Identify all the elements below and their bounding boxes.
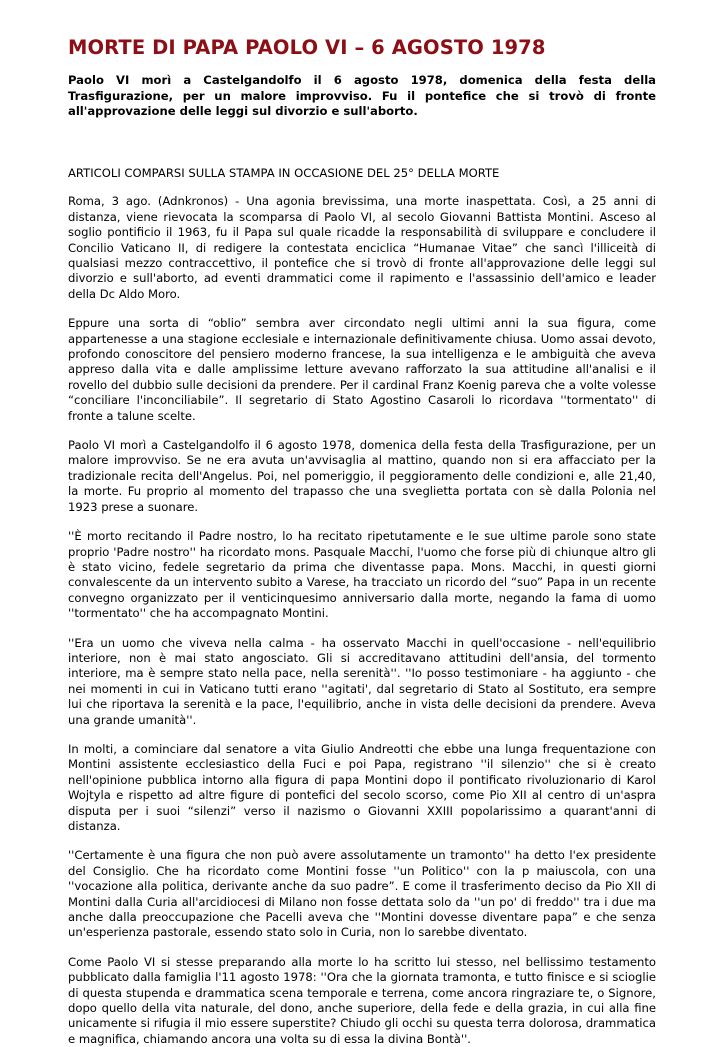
article-paragraph-4: ''È morto recitando il Padre nostro, lo ha recitato ripetutamente e le sue ultime parole sono state proprio 'Padre nostro'' ha ricordato mons. Pasquale Macchi, l'uomo che forse più di chiunque altro gli è stato vicino, fedele segretario da prima che diventasse papa. Mons. Macchi, in questi giorni convalescente da un intervento subito a Varese, ha tracciato un ricordo del “suo” Papa in un recente convegno organizzato per il venticinquesimo anniversario dalla morte, negando la fama di uomo ''tormentato'' che ha accompagnato Montini.: [68, 529, 656, 621]
article-paragraph-7: ''Certamente è una figura che non può avere assolutamente un tramonto'' ha detto l'ex presidente del Consiglio. Che ha ricordato come Montini fosse ''un Politico'' con la p maiuscola, con una ''vocazione alla politica, derivante anche da suo padre”. E come il trasferimento deciso da Pio XII di Montini dalla Curia all'arcidiocesi di Milano non fosse dettata solo da ''un po' di freddo'' tra i due ma anche dalla preoccupazione che Pacelli aveva che ''Montini dovesse diventare papa” e che senza un'esperienza pastorale, essendo stato solo in Curia, non lo sarebbe diventato.: [68, 848, 656, 940]
article-paragraph-8: Come Paolo VI si stesse preparando alla morte lo ha scritto lui stesso, nel bellissimo testamento pubblicato dalla famiglia l'11 agosto 1978: ''Ora che la giornata tramonta, e tutto finisce e si scioglie di questa stupenda e drammatica scena temporale e terrena, come ancora ringraziare te, o Signore, dopo quello della vita naturale, del dono, anche superiore, della fede e della grazia, in cui alla fine unicamente si rifugia il mio essere superstite? Chiudo gli occhi su questa terra dolorosa, drammatica e magnifica, chiamando ancora una volta su di essa la divina Bontà''.: [68, 954, 656, 1046]
document-page: [68, 36, 656, 1047]
section-subheading: ARTICOLI COMPARSI SULLA STAMPA IN OCCASIONE DEL 25° DELLA MORTE: [68, 165, 500, 180]
article-paragraph-3: Paolo VI morì a Castelgandolfo il 6 agosto 1978, domenica della festa della Trasfigurazione, per un malore improvviso. Se ne era avuta un'avvisaglia al mattino, quando non si era affacciato per la tradizionale recita dell'Angelus. Poi, nel pomeriggio, il peggioramento delle condizioni e, alle 21,40, la morte. Fu proprio al momento del trapasso che una sveglietta portata con sè dalla Polonia nel 1923 prese a suonare.: [68, 438, 656, 514]
article-paragraph-5: ''Era un uomo che viveva nella calma - ha osservato Macchi in quell'occasione - nell'equilibrio interiore, non è mai stato angosciato. Gli si accreditavano attitudini dell'ansia, del tormento interiore, ma è sempre stato nella pace, nella serenità''. ''Io posso testimoniare - ha aggiunto - che nei momenti in cui in Vaticano tutti erano ''agitati', dal segretario di Stato al Sostituto, era sempre lui che riportava la serenità e la pace, l'equilibrio, anche in vista delle decisioni da prendere. Aveva una grande umanità''.: [68, 635, 656, 727]
article-paragraph-6: In molti, a cominciare dal senatore a vita Giulio Andreotti che ebbe una lunga frequentazione con Montini assistente ecclesiastico della Fuci e poi Papa, registrano ''il silenzio'' che si è creato nell'opinione pubblica intorno alla figura di papa Montini dopo il pontificato rivoluzionario di Karol Wojtyla e rispetto ad altre figure di pontefici del secolo scorso, come Pio XII al centro di un'aspra disputa per i suoi “silenzi” verso il nazismo o Giovanni XXIII popolarissimo a quarant'anni di distanza.: [68, 741, 656, 833]
article-paragraph-2: Eppure una sorta di “oblio” sembra aver circondato negli ultimi anni la sua figura, come appartenesse a una stagione ecclesiale e internazionale definitivamente chiusa. Uomo assai devoto, profondo conoscitore del pensiero moderno francese, la sua intelligenza e le ambiguità che aveva appreso dalla vita e dalle amplissime letture avevano rafforzato la sua attitudine all'analisi e il rovello del dubbio sulle decisioni da prendere. Per il cardinal Franz Koenig pareva che a volte volesse “conciliare l'inconciliabile”. Il segretario di Stato Agostino Casaroli lo ricordava ''tormentato'' di fronte a talune scelte.: [68, 316, 656, 423]
page-title: MORTE DI PAPA PAOLO VI – 6 AGOSTO 1978: [68, 36, 546, 59]
lead-summary: Paolo VI morì a Castelgandolfo il 6 agosto 1978, domenica della festa della Trasfigurazione, per un malore improvviso. Fu il pontefice che si trovò di fronte all'approvazione delle leggi sul divorzio e sull'aborto.: [68, 73, 656, 119]
article-paragraph-1: Roma, 3 ago. (Adnkronos) - Una agonia brevissima, una morte inaspettata. Così, a 25 anni di distanza, viene rievocata la scomparsa di Paolo VI, al secolo Giovanni Battista Montini. Asceso al soglio pontificio il 1963, fu il Papa sul quale ricadde la responsabilità di sviluppare e concludere il Concilio Vaticano II, di redigere la contestata enciclica “Humanae Vitae” che sancì l'illiceità di qualsiasi mezzo contraccettivo, il pontefice che si trovò di fronte all'approvazione delle leggi sul divorzio e sull'aborto, ad eventi drammatici come il rapimento e l'assassinio dell'amico e leader della Dc Aldo Moro.: [68, 194, 656, 301]
